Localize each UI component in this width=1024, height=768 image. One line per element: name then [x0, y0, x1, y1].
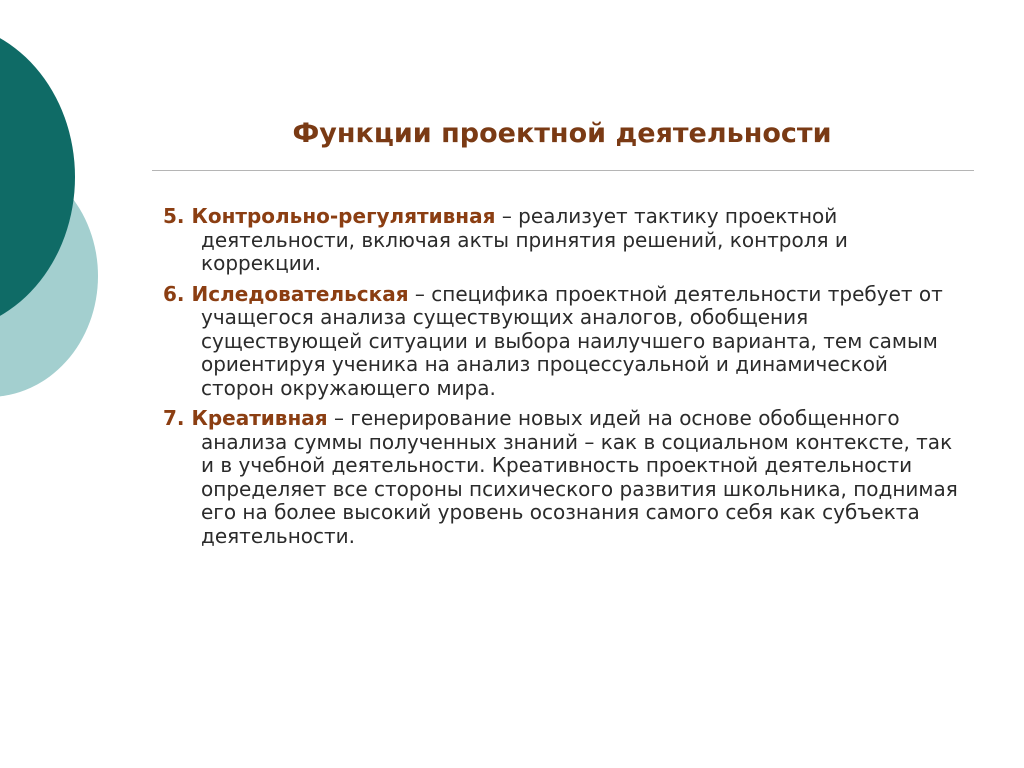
function-item-5: [163, 205, 963, 276]
title-divider: [152, 170, 974, 171]
function-term: 6. Иследовательская: [163, 281, 409, 306]
function-description: – генерирование новых идей на основе обобщенного анализа суммы полученных знаний – как в социальном контексте, так и в учебной деятельности. Креативность проектной деятельности определяет все стороны психического развития школьника, поднимая его на более высокий уровень осознания самого себя как субъекта деятельности.: [201, 406, 958, 548]
function-description: – специфика проектной деятельности требует от учащегося анализа существующих аналогов, обобщения существующей ситуации и выбора наилучшего варианта, тем самым ориентируя ученика на анализ процессуальной и динамической сторон окружающего мира.: [201, 281, 943, 400]
function-description: – реализует тактику проектной деятельности, включая акты принятия решений, контроля и коррекции.: [201, 204, 848, 275]
slide-title: Функции проектной деятельности: [292, 118, 832, 149]
function-term: 7. Креативная: [163, 406, 328, 430]
function-item-6: [163, 283, 963, 401]
function-term: 5. Контрольно-регулятивная: [163, 204, 496, 228]
function-item-7: [163, 407, 963, 548]
slide-content: [163, 205, 963, 555]
